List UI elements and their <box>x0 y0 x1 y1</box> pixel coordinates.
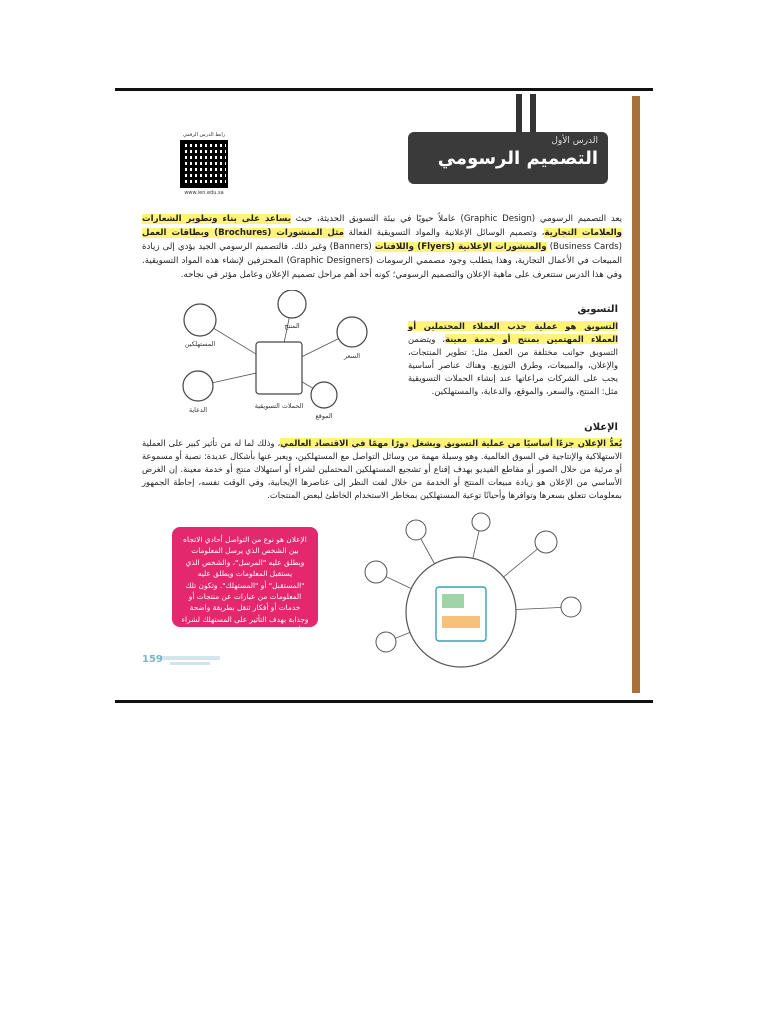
person-icon <box>561 597 581 617</box>
location-pin-icon <box>311 382 337 408</box>
intro-highlight-2: مثل المنشورات (Brochures) وبطاقات العمل <box>142 228 344 238</box>
ad-text-block-icon <box>442 616 480 628</box>
person-icon <box>535 531 557 553</box>
lesson-title: التصميم الرسومي <box>437 148 598 169</box>
price-tag-icon <box>337 317 367 347</box>
page-number: 159 <box>142 654 163 665</box>
intro-highlight-1: يساعد على بناء وتطوير الشعارات والعلامات التجارية <box>142 214 622 238</box>
person-icon <box>406 520 426 540</box>
qr-code-icon[interactable] <box>180 140 228 188</box>
diagram-center-label: الحملات التسويقية <box>254 402 304 410</box>
intro-text-1: يعد التصميم الرسومي (Graphic Design) عاملاً حيويًا في بيئة التسويق الحديثة، حيث <box>291 214 622 224</box>
advertising-paragraph <box>142 437 622 502</box>
marketing-highlight: التسويق هو عملية جذب العملاء المحتملين أو العملاء المهتمين بمنتج أو خدمة معينة <box>408 321 618 344</box>
marketing-elements-diagram <box>174 290 384 425</box>
clipboard-plan-icon <box>256 342 302 394</box>
advertising-definition-note: الإعلان هو نوع من التواصل أحادي الاتجاه بين الشخص الذي يرسل المعلومات ويطلق عليه "المرسل"، والشخص الذي يستقبل المعلومات ويطلق عليه "المستقبل" أو "المستهلك". وتكون تلك المعلومات من عبارات عن منتجات أو خدمات أو أفكار تنقل بطريقة واضحة وجذابة بهدف التأثير على المستهلك لشراء أو استخدام هذه المنتجات والخدمات. <box>172 527 318 627</box>
diagram-node-price: السعر <box>343 352 361 360</box>
marketing-text: ، ويتضمن التسويق جوانب مختلفة من العمل مثل: تطوير المنتجات، والإعلان، والمبيعات، وطرق التوزيع. وهناك عناصر أساسية يجب على الشركات مراعاتها عند إنشاء الحملات التسويقية مثل: المنتج، والسعر، والموقع، والدعاية، والمستهلكين. <box>408 334 618 396</box>
marketing-paragraph <box>408 320 618 398</box>
diagram-node-location: الموقع <box>315 412 333 420</box>
diagram-node-advertising: الدعاية <box>188 406 208 414</box>
qr-url: www.ien.edu.sa <box>184 190 224 196</box>
person-icon <box>472 513 490 531</box>
qr-label: رابط الدرس الرقمي <box>182 132 226 138</box>
monitor-ad-icon <box>183 371 213 401</box>
bottom-rule <box>115 700 653 703</box>
product-box-icon <box>278 290 306 318</box>
consumers-icon <box>184 304 216 336</box>
lesson-banner <box>408 132 608 184</box>
person-icon <box>365 561 387 583</box>
diagram-node-product: المنتج <box>284 322 300 330</box>
lesson-subtitle: الدرس الأول <box>551 136 598 146</box>
person-icon <box>376 632 396 652</box>
ad-image-icon <box>442 594 464 608</box>
qr-code-block[interactable] <box>172 132 236 216</box>
intro-text-2: ، وتصميم الوسائل الإعلانية والمواد التسويقية الفعالة <box>343 228 545 238</box>
advertising-highlight: يُعدُّ الإعلان جزءًا أساسيًا من عملية التسويق ويشغل دورًا مهمًا في الاقتصاد العالمي <box>280 438 622 448</box>
marketing-heading: التسويق <box>577 304 618 315</box>
intro-text-3: (Business Cards) <box>546 242 622 252</box>
advertising-text: ، وذلك لما له من تأثير كبير على العملية الاستهلاكية والإنتاجية في السوق العالمية. وهو وسيلة مهمة من وسائل التواصل مع المستهلكين، ويعبر عنها بأشكال عديدة: نصية أو مسموعة أو مرئية من خلال الصور أو مقاطع الفيديو بهدف إقناع أو تشجيع المستهلكين المحتملين لشراء أو استهلاك منتج أو خدمة معينة. إن الغرض الأساسي من الإعلان هو زيادة مبيعات المنتج أو الخدمة من خلال لفت النظر إلى عناصرها الإيجابية، وفي الوقت نفسه، إحاطة الجمهور بمعلومات تتعلق بسعرها وتوافرها وأحيانًا توعية المستهلكين بمخاطر الاستخدام الخاطئ لبعض المنتجات. <box>142 438 622 500</box>
intro-highlight-3: والمنشورات الإعلانية (Flyers) واللافتات <box>374 242 547 252</box>
diagram-node-consumers: المستهلكين <box>184 340 216 348</box>
top-rule <box>115 88 653 91</box>
audience-network-diagram <box>346 512 586 674</box>
advertising-heading: الإعلان <box>584 422 618 433</box>
textbook-page <box>128 92 628 698</box>
ministry-logo-icon <box>160 648 220 670</box>
chapter-sidebar-strip <box>632 96 640 693</box>
intro-text-4: (Banners) وغير ذلك. فالتصميم الرسومي الجيد يؤدي إلى زيادة المبيعات في الأعمال التجارية، وهذا يتطلب وجود مصممي الرسومات (Graphic Designers) المحترفين لإنشاء هذه المواد التسويقية. وفي هذا الدرس ستتعرف على ماهية الإعلان والتصميم الرسومي؛ كونه أحد أهم مراحل تصميم الإعلان وعامل مؤثر في نجاحه. <box>142 242 622 280</box>
hanging-hook-icon <box>512 94 540 134</box>
intro-paragraph <box>142 212 622 282</box>
